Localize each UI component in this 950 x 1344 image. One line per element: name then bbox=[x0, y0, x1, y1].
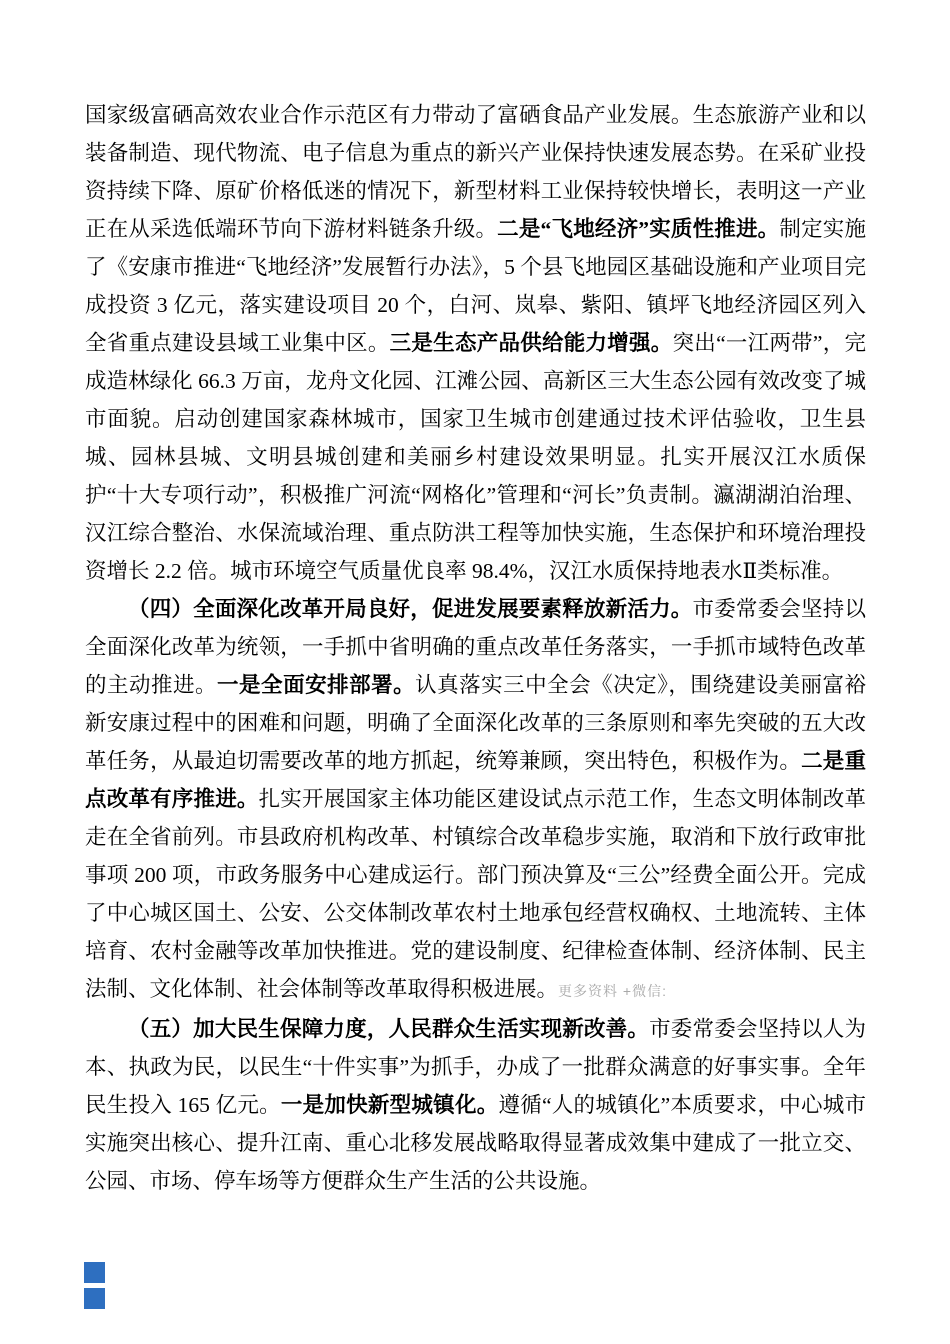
text-run: 市委常委会坚持以全面深化改革为统领，一手抓中省明确的重点改革任务落实，一手抓市域特色改革的主动推进。 bbox=[85, 597, 866, 697]
bold-run: 一是加快新型城镇化。 bbox=[280, 1093, 499, 1117]
text-run: 市委常委会坚持以人为本、执政为民，以民生“十件实事”为抓手，办成了一批群众满意的好事实事。全年民生投入 165 亿元。 bbox=[85, 1017, 866, 1117]
paragraph-section-5 bbox=[85, 1010, 866, 1200]
bold-run: 二是“飞地经济”实质性推进。 bbox=[497, 217, 780, 241]
text-run: 扎实开展国家主体功能区建设试点示范工作，生态文明体制改革走在全省前列。市县政府机构改革、村镇综合改革稳步实施，取消和下放行政审批事项 200 项，市政务服务中心建成运行。部门预决算及“三公”经费全面公开。完成了中心城区国土、公安、公交体制改革农村土地承包经营权确权、土地流转、主体培育、农村金融等改革加快推进。党的建设制度、纪律检查体制、经济体制、民主法制、文化体制、社会体制等改革取得积极进展。 bbox=[85, 787, 866, 1001]
watermark-note-text: 更多资料 +微信: bbox=[558, 983, 667, 999]
watermark-squares bbox=[84, 1262, 105, 1309]
text-run: 突出“一江两带”，完成造林绿化 66.3 万亩，龙舟文化园、江滩公园、高新区三大生态公园有效改变了城市面貌。启动创建国家森林城市，国家卫生城市创建通过技术评估验收，卫生县城、园林县城、文明县城创建和美丽乡村建设效果明显。扎实开展汉江水质保护“十大专项行动”，积极推广河流“网格化”管理和“河长”负责制。瀛湖湖泊治理、汉江综合整治、水保流域治理、重点防洪工程等加快实施，生态保护和环境治理投资增长 2.2 倍。城市环境空气质量优良率 98.4%，汉江水质保持地表水Ⅱ类标准。 bbox=[85, 331, 866, 583]
section-heading-run: （四）全面深化改革开局良好，促进发展要素释放新活力。 bbox=[128, 597, 693, 621]
watermark-square-icon bbox=[84, 1288, 105, 1309]
bold-run: 二是重点改革有序推进。 bbox=[85, 749, 866, 811]
text-run: 认真落实三中全会《决定》，围绕建设美丽富裕新安康过程中的困难和问题，明确了全面深化改革的三条原则和率先突破的五大改革任务，从最迫切需要改革的地方抓起，统筹兼顾，突出特色，积极作为。 bbox=[85, 673, 866, 773]
bold-run: 一是全面安排部署。 bbox=[217, 673, 416, 697]
text-run: 制定实施了《安康市推进“飞地经济”发展暂行办法》，5 个县飞地园区基础设施和产业项目完成投资 3 亿元，落实建设项目 20 个，白河、岚皋、紫阳、镇坪飞地经济园区列入全省重点建设县域工业集中区。 bbox=[85, 217, 866, 355]
section-heading-run: （五）加大民生保障力度，人民群众生活实现新改善。 bbox=[128, 1017, 650, 1041]
paragraph-continuation bbox=[85, 96, 866, 590]
paragraph-section-4 bbox=[85, 590, 866, 1010]
bold-run: 三是生态产品供给能力增强。 bbox=[389, 331, 673, 355]
text-run: 国家级富硒高效农业合作示范区有力带动了富硒食品产业发展。生态旅游产业和以装备制造、现代物流、电子信息为重点的新兴产业保持快速发展态势。在采矿业投资持续下降、原矿价格低迷的情况下，新型材料工业保持较快增长，表明这一产业正在从采选低端环节向下游材料链条升级。 bbox=[85, 103, 866, 241]
document-content bbox=[85, 96, 866, 1200]
text-run: 遵循“人的城镇化”本质要求，中心城市实施突出核心、提升江南、重心北移发展战略取得显著成效集中建成了一批立交、公园、市场、停车场等方便群众生产生活的公共设施。 bbox=[85, 1093, 866, 1193]
watermark-square-icon bbox=[84, 1262, 105, 1283]
